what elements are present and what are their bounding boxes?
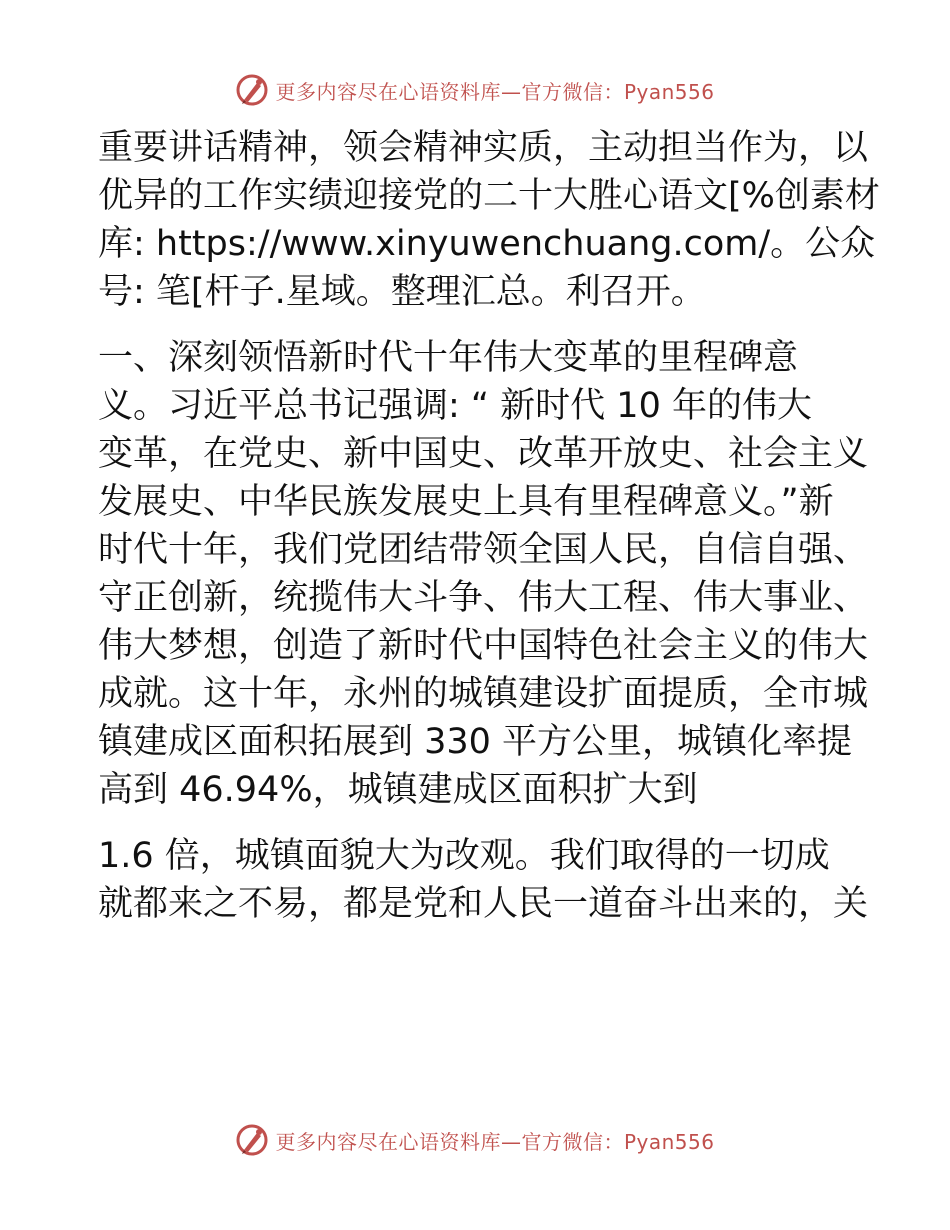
text-line: 镇建成区面积拓展到 330 平方公里，城镇化率提 <box>98 722 853 762</box>
text-line: 变革，在党史、新中国史、改革开放史、社会主义 <box>98 434 869 474</box>
text-line: 发展史、中华民族发展史上具有里程碑意义。”新 <box>98 482 834 522</box>
text-line: 伟大梦想，创造了新时代中国特色社会主义的伟大 <box>98 626 869 666</box>
paragraph-gap <box>98 814 858 832</box>
text-line: 重要讲话精神，领会精神实质，主动担当作为，以 <box>98 128 869 168</box>
circle-pen-logo-icon <box>235 1123 269 1157</box>
text-line: 1.6 倍，城镇面貌大为改观。我们取得的一切成 <box>98 836 830 876</box>
paragraph <box>98 124 880 316</box>
text-line: 成就。这十年，永州的城镇建设扩面提质，全市城 <box>98 674 869 714</box>
text-line: 义。习近平总书记强调: “ 新时代 10 年的伟大 <box>98 386 812 426</box>
paragraph <box>98 832 869 928</box>
header-banner-inner <box>235 73 714 107</box>
text-line: 库: https://www.xinyuwenchuang.com/。公众 <box>98 224 876 264</box>
header-banner-text: 更多内容尽在心语资料库—官方微信：Pyan556 <box>275 79 715 104</box>
text-line: 时代十年，我们党团结带领全国人民，自信自强、 <box>98 530 869 570</box>
text-line: 高到 46.94%，城镇建成区面积扩大到 <box>98 770 698 810</box>
footer-banner-text: 更多内容尽在心语资料库—官方微信：Pyan556 <box>275 1129 715 1154</box>
text-line: 号: 笔[杆子.星域。整理汇总。利召开。 <box>98 272 706 312</box>
paragraph <box>98 334 869 814</box>
text-line: 优异的工作实绩迎接党的二十大胜心语文[%创素材 <box>98 176 880 216</box>
footer-banner-inner <box>235 1123 714 1157</box>
header-banner <box>0 70 950 110</box>
document-body <box>98 124 880 928</box>
circle-pen-logo-icon <box>235 73 269 107</box>
footer-banner <box>0 1120 950 1160</box>
paragraph-gap <box>98 316 858 334</box>
text-line: 守正创新，统揽伟大斗争、伟大工程、伟大事业、 <box>98 578 869 618</box>
text-line: 一、深刻领悟新时代十年伟大变革的里程碑意 <box>98 338 799 378</box>
text-line: 就都来之不易，都是党和人民一道奋斗出来的，关 <box>98 884 869 924</box>
